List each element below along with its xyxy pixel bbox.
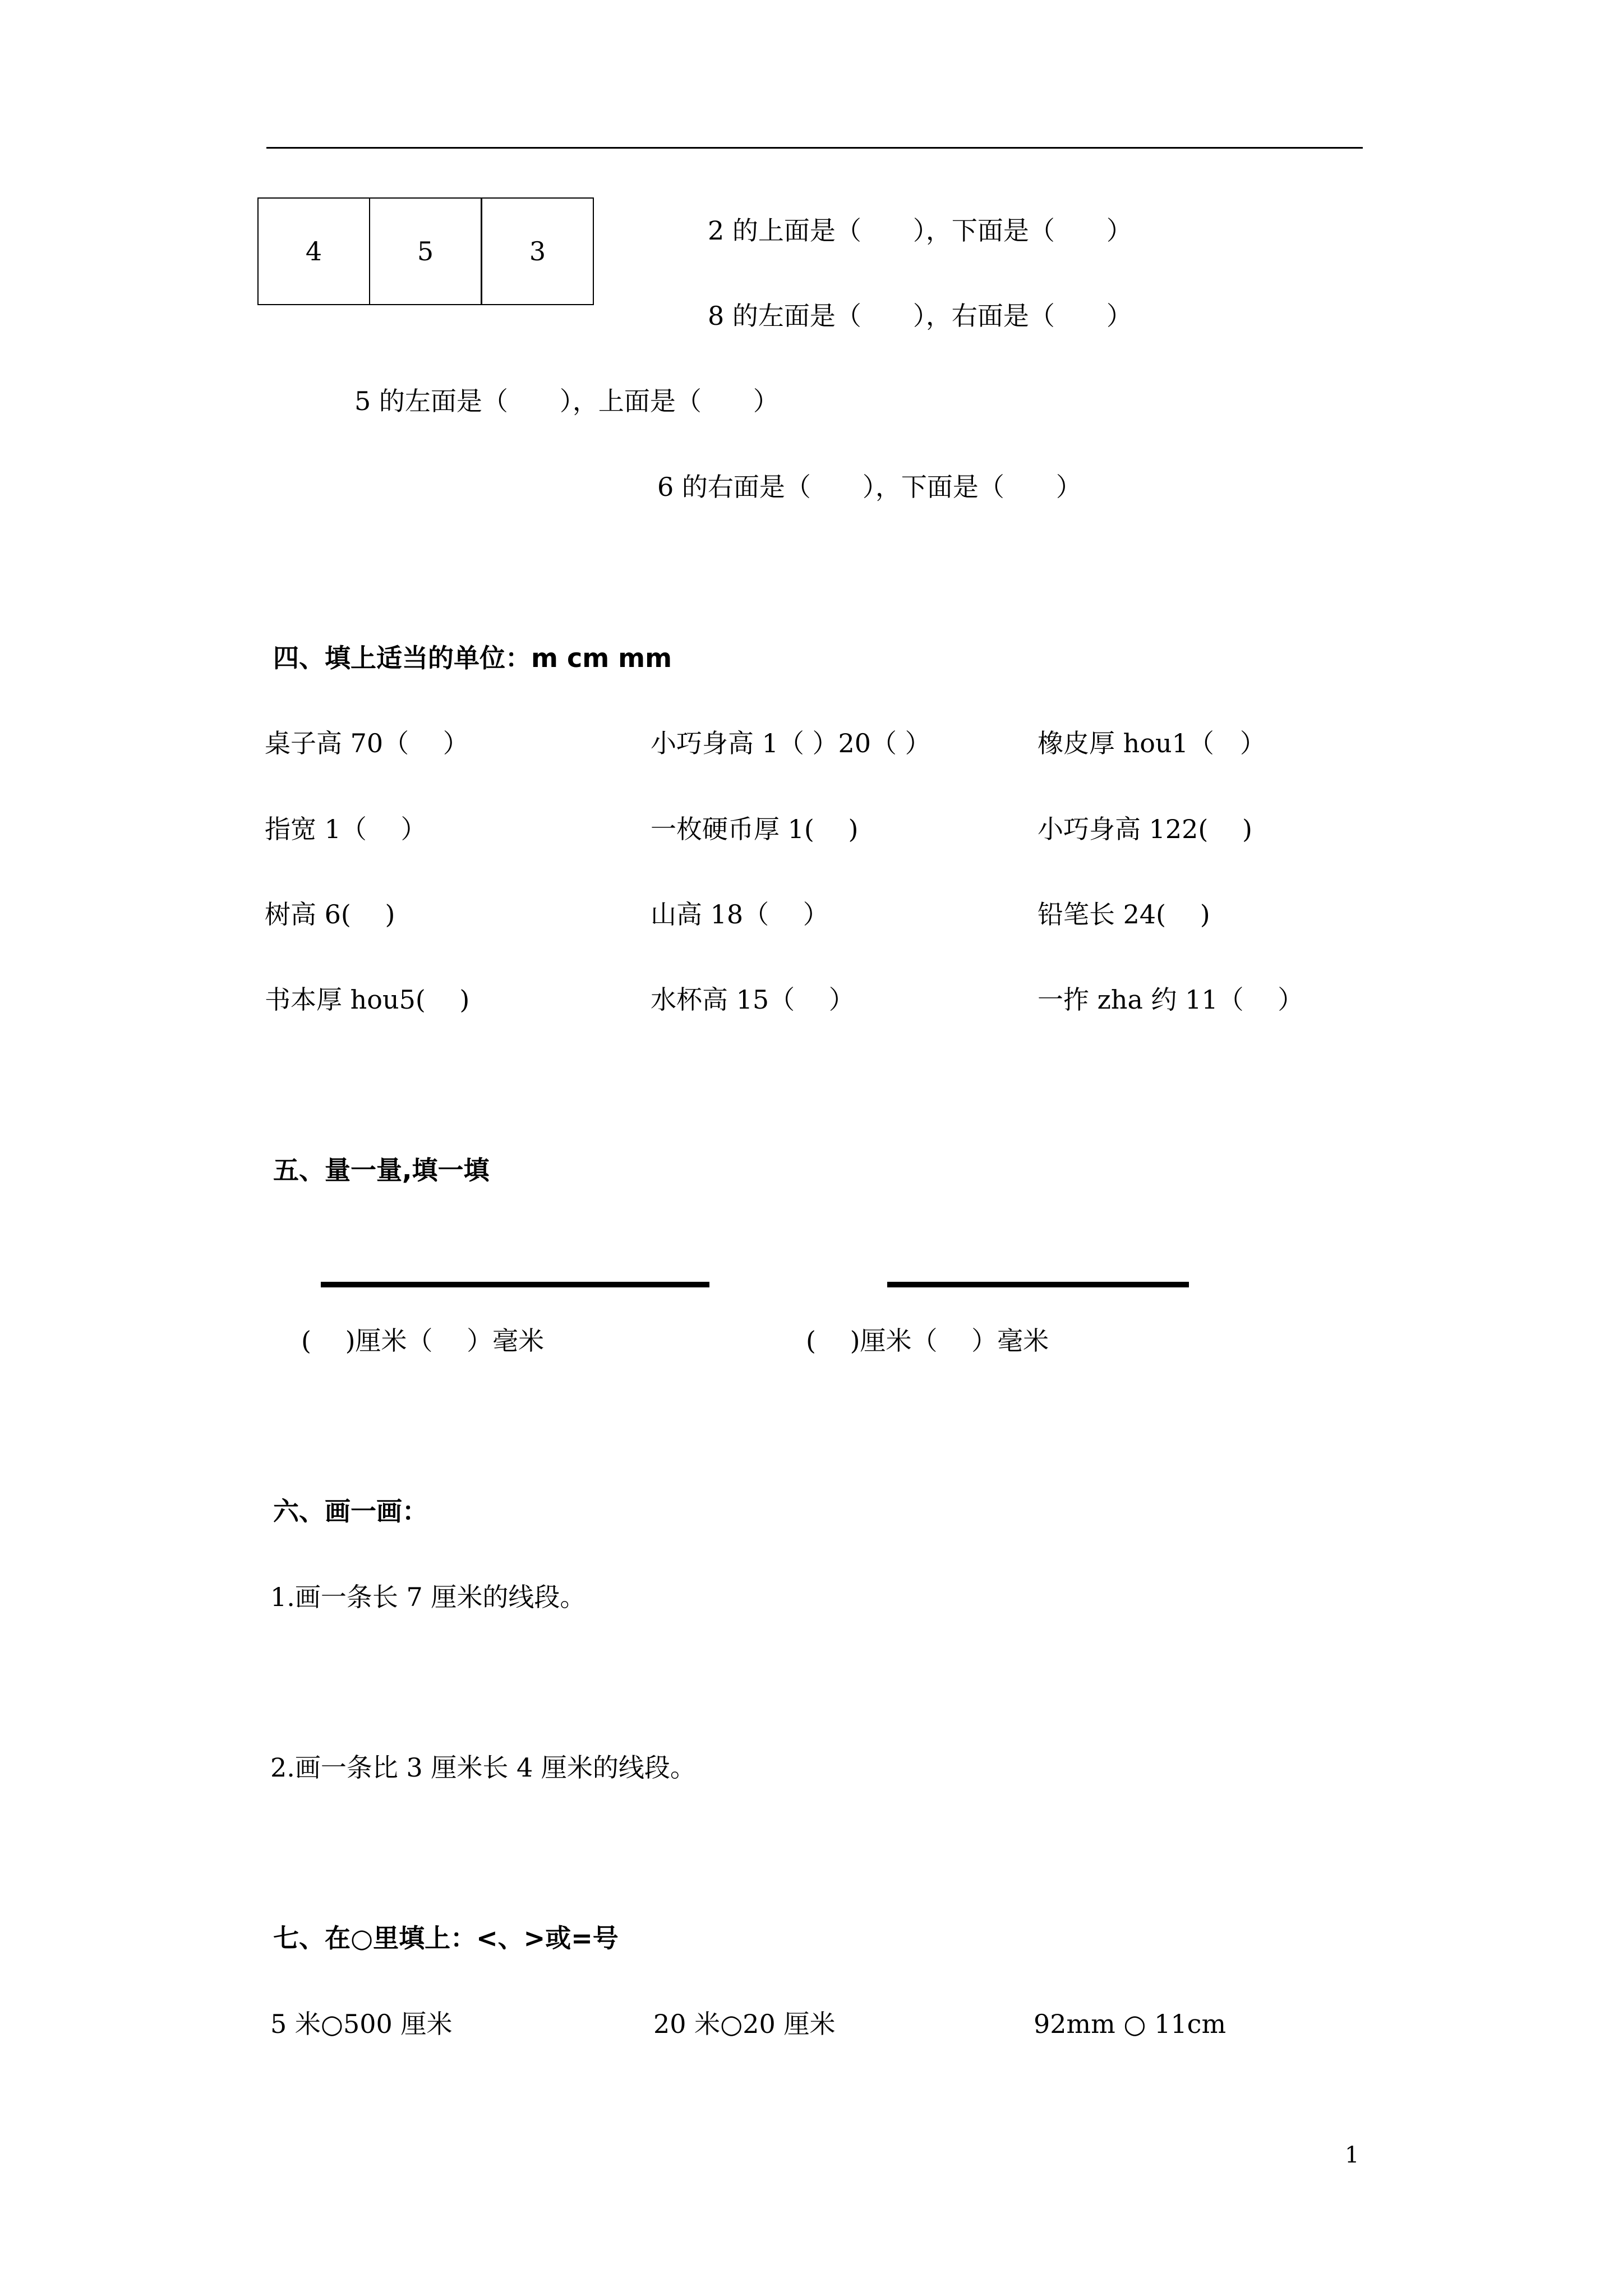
draw-item: 2.画一条比 3 厘米长 4 厘米的线段。 xyxy=(270,1752,696,1783)
position-question: 8 的左面是（ ），右面是（ ） xyxy=(708,301,1132,331)
grid-cell: 5 xyxy=(369,197,482,305)
compare-item: 20 米○20 厘米 xyxy=(653,2009,836,2039)
section-title: 七、在○里填上：<、>或=号 xyxy=(273,1923,619,1953)
position-question: 6 的右面是（ ），下面是（ ） xyxy=(657,472,1082,502)
position-question: 5 的左面是（ ），上面是（ ） xyxy=(354,386,779,416)
position-question: 2 的上面是（ ），下面是（ ） xyxy=(708,215,1132,246)
unit-item: 小巧身高 122( ) xyxy=(1038,814,1252,844)
measure-line-right xyxy=(887,1282,1189,1287)
section-title: 六、画一画： xyxy=(273,1496,428,1526)
header-rule xyxy=(266,147,1363,149)
unit-item: 指宽 1（ ） xyxy=(265,814,427,844)
grid-cell: 4 xyxy=(257,197,370,305)
unit-item: 树高 6( ) xyxy=(265,899,395,930)
section-title: 五、量一量,填一填 xyxy=(273,1155,490,1185)
unit-item: 水杯高 15（ ） xyxy=(651,984,855,1015)
unit-item: 一枚硬币厚 1( ) xyxy=(651,814,859,844)
draw-item: 1.画一条长 7 厘米的线段。 xyxy=(270,1582,586,1612)
unit-item: 小巧身高 1（ ）20（ ） xyxy=(651,728,931,758)
page-number: 1 xyxy=(1345,2142,1359,2168)
unit-item: 橡皮厚 hou1（ ） xyxy=(1038,728,1266,758)
unit-item: 书本厚 hou5( ) xyxy=(265,984,470,1015)
measure-answer-right: ( )厘米（ ）毫米 xyxy=(806,1326,1049,1356)
section-title: 四、填上适当的单位：m cm mm xyxy=(273,643,672,673)
measure-line-left xyxy=(321,1282,709,1287)
unit-item: 桌子高 70（ ） xyxy=(265,728,469,758)
grid-cell: 3 xyxy=(481,197,594,305)
unit-item: 铅笔长 24( ) xyxy=(1038,899,1210,930)
compare-item: 92mm ○ 11cm xyxy=(1034,2009,1227,2039)
compare-item: 5 米○500 厘米 xyxy=(270,2009,453,2039)
measure-answer-left: ( )厘米（ ）毫米 xyxy=(301,1326,545,1356)
unit-item: 一拃 zha 约 11（ ） xyxy=(1038,984,1304,1015)
unit-item: 山高 18（ ） xyxy=(651,899,829,930)
